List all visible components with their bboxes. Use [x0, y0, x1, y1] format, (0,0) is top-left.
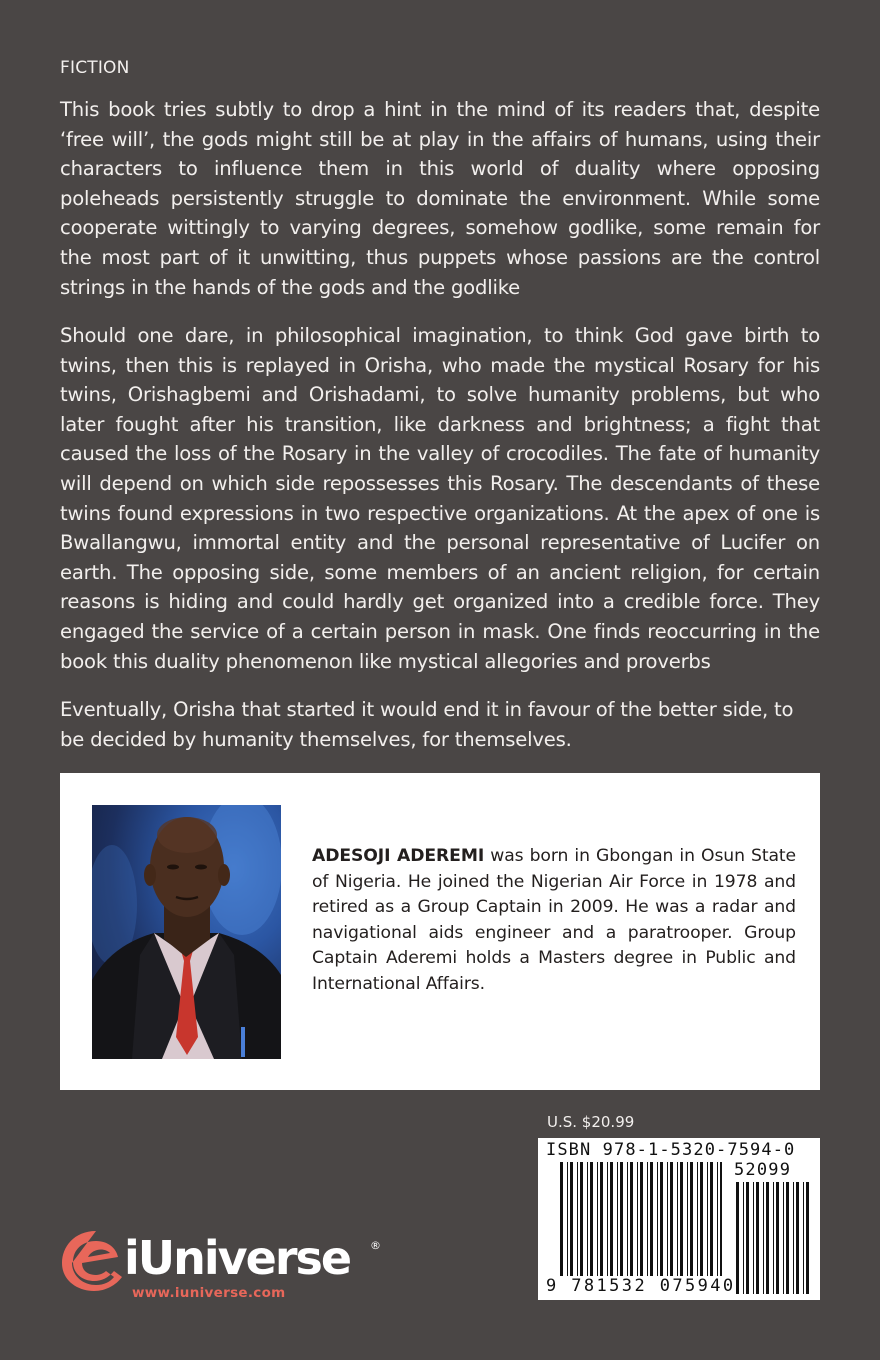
publisher-logo [58, 1225, 388, 1305]
registered-mark: ® [370, 1239, 381, 1252]
barcode-main-bars [560, 1162, 722, 1276]
isbn-number: ISBN 978-1-5320-7594-0 [546, 1140, 796, 1160]
description-paragraph-3: Eventually, Orisha that started it would end it in favour of the better side, to be decided by humanity themselves, for themselves. [60, 698, 794, 751]
genre-label: FICTION [60, 58, 130, 78]
publisher-name: iUniverse [124, 1231, 351, 1285]
barcode-digits: 9 781532 075940 [546, 1276, 736, 1296]
description-paragraph-2: Should one dare, in philosophical imagination, to think God gave birth to twins, then this is replayed in Orisha, who made the mystical Rosary for his twins, Orishagbemi and Orishadami, to solve humanity problems, but who later fought after his transition, like darkness and brightness; a fight that caused the loss of the Rosary in the valley of crocodiles. The fate of humanity will depend on which side repossesses this Rosary. The descendants of these twins found expressions in two respective organizations. At the apex of one is Bwallangwu, immortal entity and the personal representative of Lucifer on earth. The opposing side, some members of an ancient religion, for certain reasons is hiding and could hardly get organized into a credible force. They engaged the service of a certain person in mask. One finds reoccurring in the book this duality phenomenon like mystical allegories and proverbs [60, 324, 820, 673]
publisher-url: www.iuniverse.com [132, 1285, 286, 1301]
barcode-addon-bars [736, 1182, 812, 1294]
description-paragraph-1: This book tries subtly to drop a hint in the mind of its readers that, despite ‘free will’, the gods might still be at play in the affairs of humans, using their characters to influence them in this world of duality where opposing poleheads persistently struggle to dominate the environment. While some cooperate wittingly to varying degrees, somehow godlike, some remain for the most part of it unwitting, thus puppets whose passions are the control strings in the hands of the gods and the godlike [60, 98, 820, 299]
price-label: U.S. $20.99 [547, 1113, 635, 1131]
barcode-addon-digits: 52099 [734, 1160, 792, 1180]
author-bio-text: was born in Gbongan in Osun State of Nigeria. He joined the Nigerian Air Force in 1978 and retired as a Group Captain in 2009. He was a radar and navigational aids engineer and a paratrooper. Group Captain Aderemi holds a Masters degree in Public and International Affairs. [312, 846, 797, 994]
author-bio [312, 844, 796, 998]
author-photo [92, 805, 281, 1059]
isbn-barcode [538, 1138, 820, 1300]
iuniverse-swirl-icon [58, 1227, 134, 1293]
author-name: ADESOJI ADEREMI [312, 846, 485, 866]
author-panel [60, 773, 820, 1090]
